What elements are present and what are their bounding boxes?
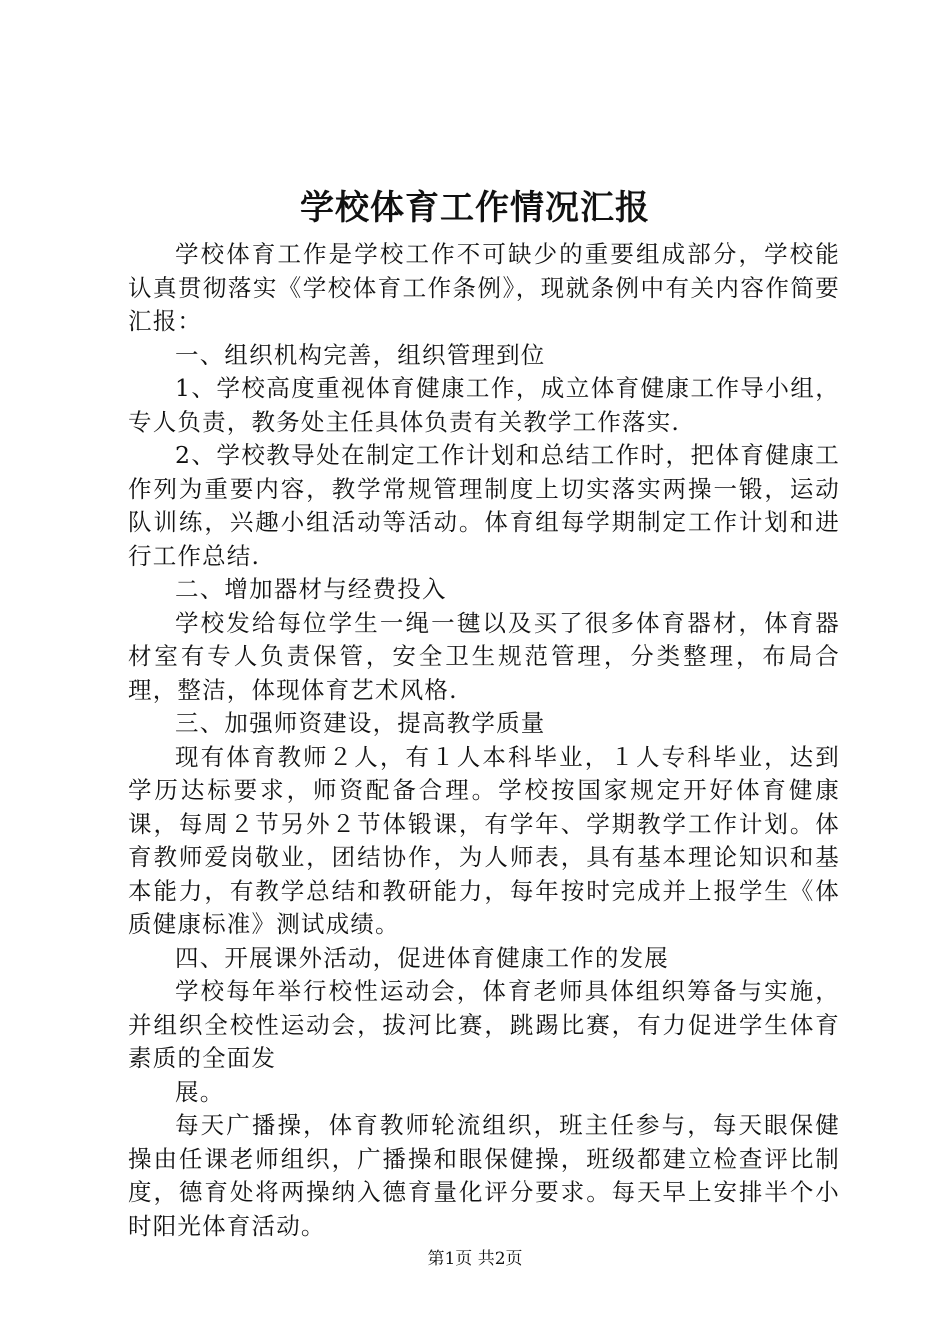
paragraph-4-2: 每天广播操，体育教师轮流组织，班主任参与，每天眼保健操由任课老师组织，广播操和眼保健操，班级都建立检查评比制度，德育处将两操纳入德育量化评分要求。每天早上安排半个小时阳光体育活动。: [128, 1111, 840, 1240]
paragraph-1-2: 2、学校教导处在制定工作计划和总结工作时，把体育健康工作列为重要内容，教学常规管理制度上切实落实两操一锻，运动队训练，兴趣小组活动等活动。体育组每学期制定工作计划和进行工作总结.: [128, 441, 840, 570]
section-heading-1: 一、组织机构完善，组织管理到位: [175, 340, 546, 369]
section-heading-2: 二、增加器材与经费投入: [175, 575, 447, 603]
document-title: 学校体育工作情况汇报: [300, 188, 650, 228]
section-heading-3: 三、加强师资建设，提高教学质量: [175, 709, 546, 737]
paragraph-4-1-continued: 展。: [175, 1077, 225, 1106]
paragraph-1-1: 1、学校高度重视体育健康工作，成立体育健康工作导小组，专人负责，教务处主任具体负责有关教学工作落实.: [128, 374, 840, 436]
section-heading-4: 四、开展课外活动，促进体育健康工作的发展: [175, 943, 669, 972]
page-number-footer: 第1页 共2页: [427, 1249, 523, 1269]
paragraph-3: 现有体育教师２人，有１人本科毕业，１人专科毕业，达到学历达标要求，师资配备合理。学校按国家规定开好体育健康课，每周２节另外２节体锻课，有学年、学期教学工作计划。体育教师爱岗敬业，团结协作，为人师表，具有基本理论知识和基本能力，有教学总结和教研能力，每年按时完成并上报学生《体质健康标准》测试成绩。: [128, 742, 840, 938]
paragraph-2: 学校发给每位学生一绳一毽以及买了很多体育器材，体育器材室有专人负责保管，安全卫生规范管理，分类整理，布局合理，整洁，体现体育艺术风格.: [128, 608, 840, 704]
paragraph-intro: 学校体育工作是学校工作不可缺少的重要组成部分，学校能认真贯彻落实《学校体育工作条例》，现就条例中有关内容作简要汇报：: [128, 240, 840, 335]
paragraph-4-1: 学校每年举行校性运动会，体育老师具体组织筹备与实施，并组织全校性运动会，拔河比赛，跳踢比赛，有力促进学生体育素质的全面发: [128, 977, 840, 1072]
document-body: [128, 238, 840, 1243]
